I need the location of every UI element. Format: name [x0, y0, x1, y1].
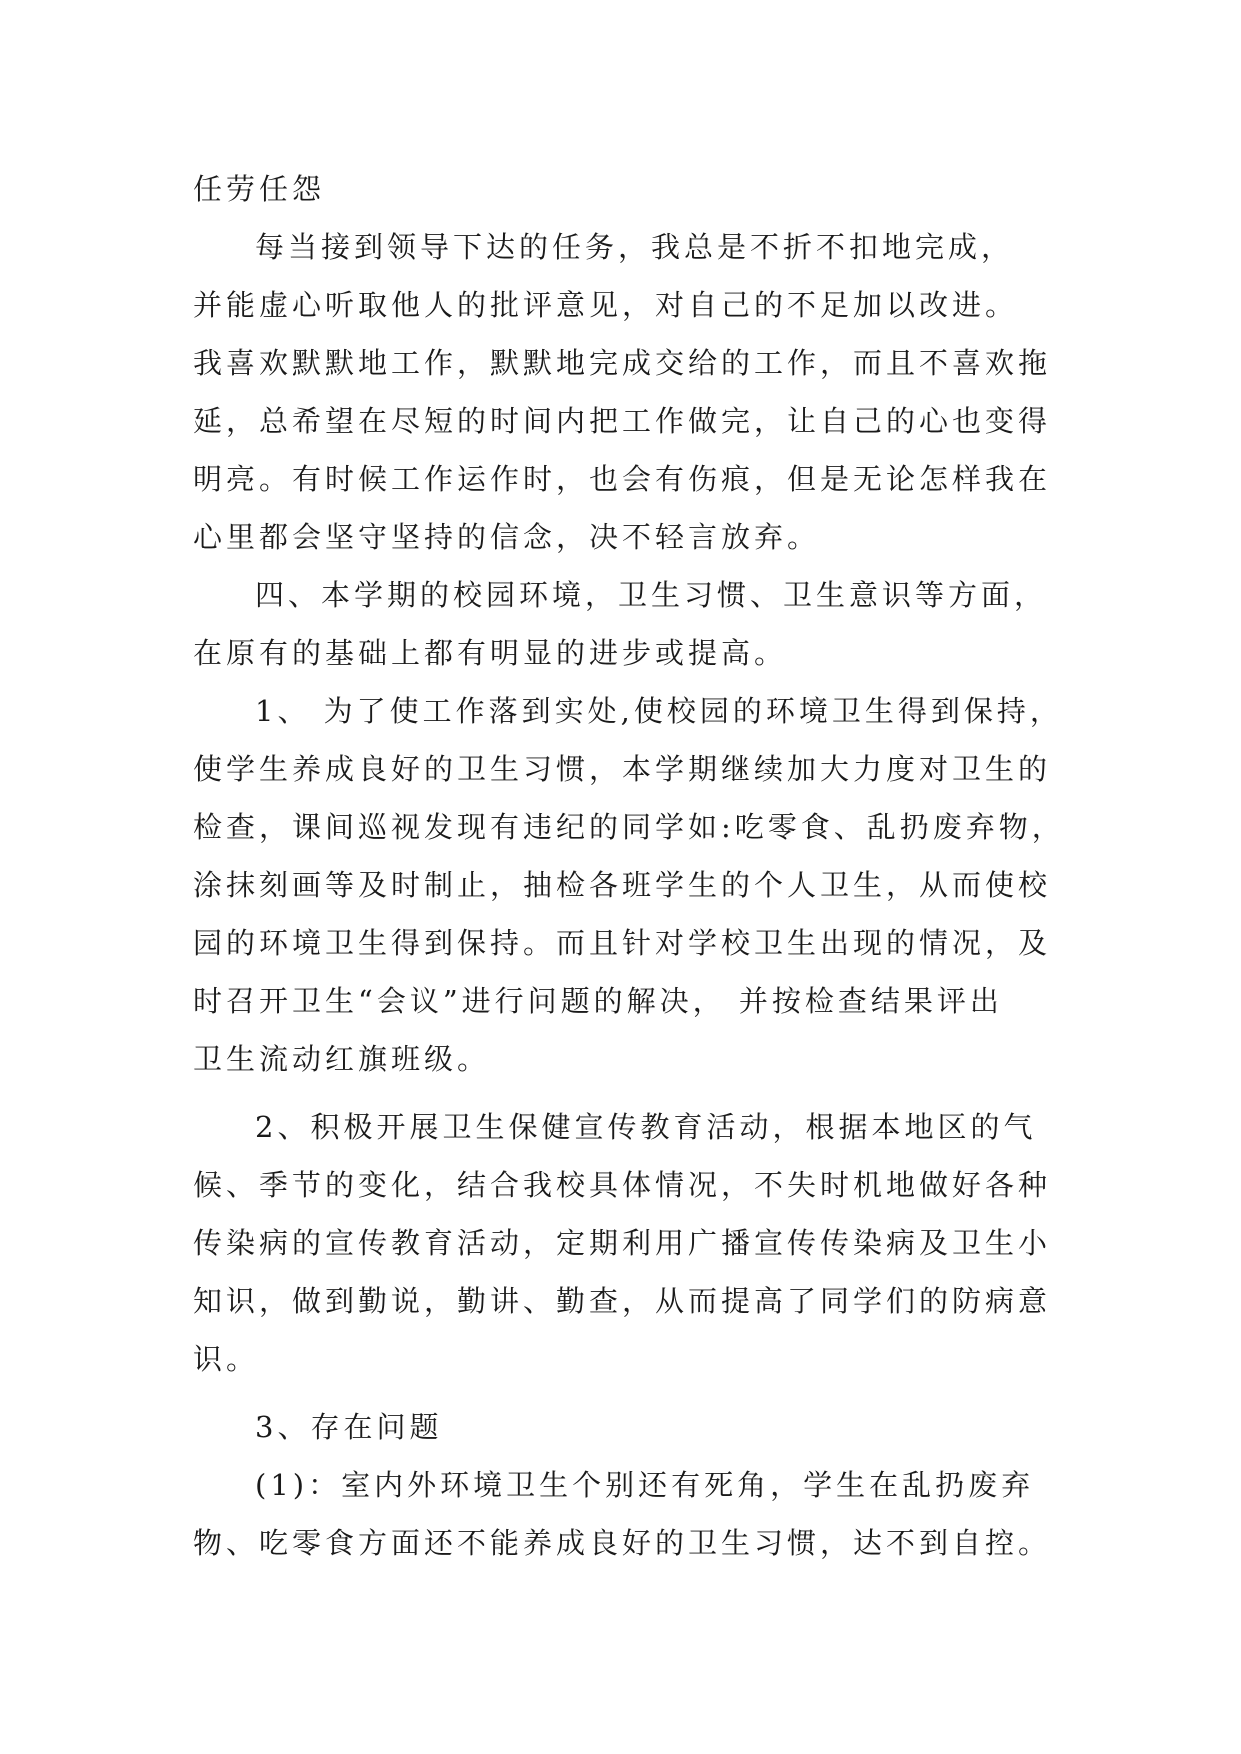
document-body — [193, 160, 1063, 1572]
text-line: 传染病的宣传教育活动，定期利用广播宣传传染病及卫生小 — [193, 1226, 1052, 1260]
text-line: 任劳任怨 — [193, 172, 326, 206]
text-line: 在原有的基础上都有明显的进步或提高。 — [193, 636, 788, 670]
text-line: 检查，课间巡视发现有违纪的同学如:吃零食、乱扔废弃物， — [193, 810, 1065, 844]
paragraph-first-line: 1、 为了使工作落到实处,使校园的环境卫生得到保持， — [255, 694, 1063, 728]
text-line: 时召开卫生“会议”进行问题的解决， 并按检查结果评出 — [193, 984, 1003, 1018]
text-line: 园的环境卫生得到保持。而且针对学校卫生出现的情况，及 — [193, 926, 1052, 960]
subheading-line: 3、存在问题 — [255, 1410, 443, 1444]
paragraph-first-line: 2、积极开展卫生保健宣传教育活动，根据本地区的气 — [255, 1110, 1037, 1144]
section-heading-line: 四、本学期的校园环境，卫生习惯、卫生意识等方面， — [255, 578, 1048, 612]
text-line: 我喜欢默默地工作，默默地完成交给的工作，而且不喜欢拖 — [193, 346, 1052, 380]
text-line: 明亮。有时候工作运作时，也会有伤痕，但是无论怎样我在 — [193, 462, 1052, 496]
text-line: 物、吃零食方面还不能养成良好的卫生习惯，达不到自控。 — [193, 1526, 1052, 1560]
text-line: 知识，做到勤说，勤讲、勤查，从而提高了同学们的防病意 — [193, 1284, 1052, 1318]
text-line: 候、季节的变化，结合我校具体情况，不失时机地做好各种 — [193, 1168, 1052, 1202]
paragraph-first-line: 每当接到领导下达的任务，我总是不折不扣地完成， — [255, 230, 1015, 264]
text-line: 并能虚心听取他人的批评意见，对自己的不足加以改进。 — [193, 288, 1019, 322]
paragraph-first-line: (1)：室内外环境卫生个别还有死角，学生在乱扔废弃 — [255, 1468, 1035, 1502]
text-line: 卫生流动红旗班级。 — [193, 1042, 491, 1076]
text-line: 心里都会坚守坚持的信念，决不轻言放弃。 — [193, 520, 821, 554]
text-line: 识。 — [193, 1342, 260, 1376]
text-line: 延，总希望在尽短的时间内把工作做完，让自己的心也变得 — [193, 404, 1052, 438]
text-line: 涂抹刻画等及时制止，抽检各班学生的个人卫生，从而使校 — [193, 868, 1052, 902]
text-line: 使学生养成良好的卫生习惯，本学期继续加大力度对卫生的 — [193, 752, 1052, 786]
